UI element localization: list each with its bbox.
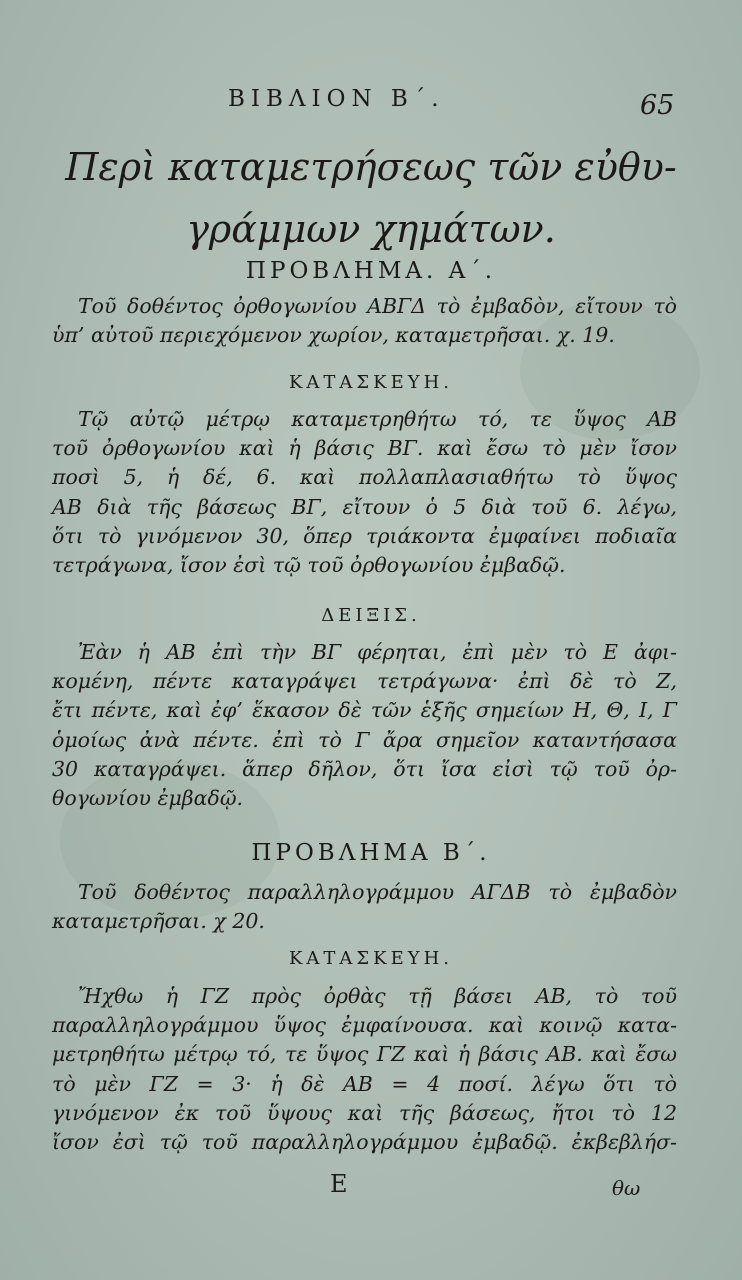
problem-2-heading: ΠΡΟΒΛΗΜΑ Β΄. [251,840,491,866]
running-head: ΒΙΒΛΙΟΝ Β΄. [228,86,445,112]
text-line: Τοῦ δοθέντος παραλληλογράμμου ΑΓΔΒ τὸ ἐμβαδὸν [78,880,677,904]
text-line: τοῦ ὀρθογωνίου καὶ ἡ βάσις ΒΓ. καὶ ἔσω τὸ μὲν ἴσον [52,436,677,461]
problem-2-construction-heading: ΚΑΤΑΣΚΕΥΗ. [288,948,454,969]
chapter-title-line: Περὶ καταμετρήσεως τῶν εὐθυ- [65,145,677,189]
text-line: παραλληλογράμμου ὕψος ἐμφαίνουσα. καὶ κοινῷ κατα- [52,1013,677,1038]
catchword: θω [612,1176,641,1200]
text-line: Ἐὰν ἡ ΑΒ ἐπὶ τὴν ΒΓ φέρηται, ἐπὶ μὲν τὸ Ε ἀφι- [78,640,677,664]
text-line: τετράγωνα, ἴσον ἐσὶ τῷ τοῦ ὀρθογωνίου ἐμβαδῷ. [52,552,566,577]
text-line: κομένη, πέντε καταγράψει τετράγωνα· ἐπὶ δὲ τὸ Ζ, [52,669,677,694]
problem-1-proof-heading: ΔΕΙΞΙΣ. [321,605,421,626]
chapter-title-line: γράμμων χημάτων. [186,207,556,251]
text-line: Τῷ αὐτῷ μέτρῳ καταμετρηθήτω τό, τε ὕψος ΑΒ [78,407,677,431]
text-line: μετρηθήτω μέτρῳ τό, τε ὕψος ΓΖ καὶ ἡ βάσις ΑΒ. καὶ ἔσω [52,1042,677,1067]
text-line: Ἤχθω ἡ ΓΖ πρὸς ὀρθὰς τῇ βάσει ΑΒ, τὸ τοῦ [78,984,677,1008]
text-line: ὁμοίως ἀνὰ πέντε. ἐπὶ τὸ Γ ἄρα σημεῖον καταντήσασα [52,727,677,752]
problem-1-construction-heading: ΚΑΤΑΣΚΕΥΗ. [288,372,454,393]
text-line: ἔτι πέντε, καὶ ἐφ’ ἕκασον δὲ τῶν ἑξῆς σημείων Η, Θ, Ι, Γ [52,698,677,723]
text-line: Τοῦ δοθέντος ὀρθογωνίου ΑΒΓΔ τὸ ἐμβαδὸν, εἴτουν τὸ [78,294,677,318]
problem-2-statement [52,878,677,936]
problem-1-proof [52,638,677,813]
chapter-title [40,136,702,260]
text-line: γινόμενον ἐκ τοῦ ὕψους καὶ τῆς βάσεως, ἤτοι τὸ 12 [52,1100,677,1125]
page-number: 65 [640,90,675,121]
text-line: τὸ μὲν ΓΖ = 3· ἡ δὲ ΑΒ = 4 ποσί. λέγω ὅτι τὸ [52,1071,677,1096]
text-line: 30 καταγράψει. ἅπερ δῆλον, ὅτι ἴσα εἰσὶ τῷ τοῦ ὀρ- [52,756,677,781]
text-line: ποσὶ 5, ἡ δέ, 6. καὶ πολλαπλασιαθήτω τὸ ὕψος [52,465,677,490]
text-line: ΑΒ διὰ τῆς βάσεως ΒΓ, εἴτουν ὁ 5 διὰ τοῦ 6. λέγω, [52,494,677,519]
text-line: ὑπ’ αὐτοῦ περιεχόμενον χωρίον, καταμετρῆσαι. χ. 19. [52,323,615,348]
problem-1-heading: ΠΡΟΒΛΗΜΑ. Α΄. [245,258,497,284]
text-line: ἴσον ἐσὶ τῷ τοῦ παραλληλογράμμου ἐμβαδῷ. ἐκβεβλήσ- [52,1129,677,1154]
text-line: θογωνίου ἐμβαδῷ. [52,785,244,810]
text-line: ὅτι τὸ γινόμενον 30, ὅπερ τριάκοντα ἐμφαίνει ποδιαῖα [52,523,677,548]
text-line: καταμετρῆσαι. χ 20. [52,909,265,934]
problem-1-statement [52,292,677,350]
problem-2-construction [52,982,677,1157]
signature-mark: Ε [330,1170,348,1198]
problem-1-construction [52,405,677,580]
